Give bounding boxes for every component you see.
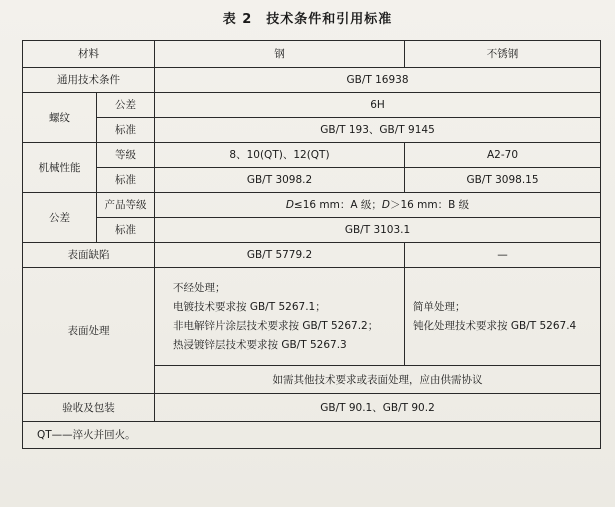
header-row [23, 41, 601, 68]
product-grade-text-b: ＞16 mm：B 级 [389, 199, 470, 211]
mechanical-grade-steel: 8、10(QT)、12(QT) [155, 143, 405, 168]
thread-tolerance-row [23, 93, 601, 118]
acceptance-value: GB/T 90.1、GB/T 90.2 [155, 394, 601, 422]
surface-stainless [405, 268, 601, 366]
mechanical-standard-row [23, 168, 601, 193]
thread-standard-value: GB/T 193、GB/T 9145 [155, 118, 601, 143]
surface-steel-line: 热浸镀锌层技术要求按 GB/T 5267.3 [173, 338, 347, 351]
defects-row [23, 243, 601, 268]
surface-row [23, 268, 601, 366]
mechanical-standard-stainless: GB/T 3098.15 [405, 168, 601, 193]
mechanical-grade-row [23, 143, 601, 168]
thread-tolerance-label: 公差 [97, 93, 155, 118]
acceptance-row [23, 394, 601, 422]
thread-label: 螺纹 [23, 93, 97, 143]
table-title: 表 2 技术条件和引用标准 [222, 12, 393, 27]
surface-steel-line: 非电解锌片涂层技术要求按 GB/T 5267.2； [173, 319, 379, 332]
mechanical-standard-steel: GB/T 3098.2 [155, 168, 405, 193]
surface-steel [155, 268, 405, 366]
general-value: GB/T 16938 [155, 68, 601, 93]
stainless-header: 不锈钢 [405, 41, 601, 68]
mechanical-grade-stainless: A2-70 [405, 143, 601, 168]
spec-table [22, 40, 601, 449]
surface-steel-line: 电镀技术要求按 GB/T 5267.1； [173, 300, 326, 313]
product-grade-label: 产品等级 [97, 193, 155, 218]
footnote: QT——淬火并回火。 [23, 422, 601, 449]
defects-stainless: — [405, 243, 601, 268]
thread-tolerance-value: 6H [155, 93, 601, 118]
thread-standard-label: 标准 [97, 118, 155, 143]
product-grade-value [155, 193, 601, 218]
acceptance-label: 验收及包装 [23, 394, 155, 422]
tolerance-standard-label: 标准 [97, 218, 155, 243]
general-label: 通用技术条件 [23, 68, 155, 93]
general-row [23, 68, 601, 93]
thread-standard-row [23, 118, 601, 143]
mechanical-grade-label: 等级 [97, 143, 155, 168]
defects-steel: GB/T 5779.2 [155, 243, 405, 268]
steel-header: 钢 [155, 41, 405, 68]
tolerance-label: 公差 [23, 193, 97, 243]
surface-label: 表面处理 [23, 268, 155, 394]
tolerance-grade-row [23, 193, 601, 218]
defects-label: 表面缺陷 [23, 243, 155, 268]
diameter-symbol: D [381, 199, 390, 211]
tolerance-standard-value: GB/T 3103.1 [155, 218, 601, 243]
diameter-symbol: D [285, 199, 294, 211]
footnote-row [23, 422, 601, 449]
material-header: 材料 [23, 41, 155, 68]
surface-steel-line: 不经处理； [173, 281, 226, 294]
mechanical-standard-label: 标准 [97, 168, 155, 193]
surface-stainless-line: 简单处理； [413, 300, 466, 313]
surface-stainless-line: 钝化处理技术要求按 GB/T 5267.4 [413, 319, 577, 332]
tolerance-standard-row [23, 218, 601, 243]
product-grade-text-a: ≤16 mm：A 级； [293, 199, 382, 211]
surface-note: 如需其他技术要求或表面处理，应由供需协议 [155, 366, 601, 394]
mechanical-label: 机械性能 [23, 143, 97, 193]
